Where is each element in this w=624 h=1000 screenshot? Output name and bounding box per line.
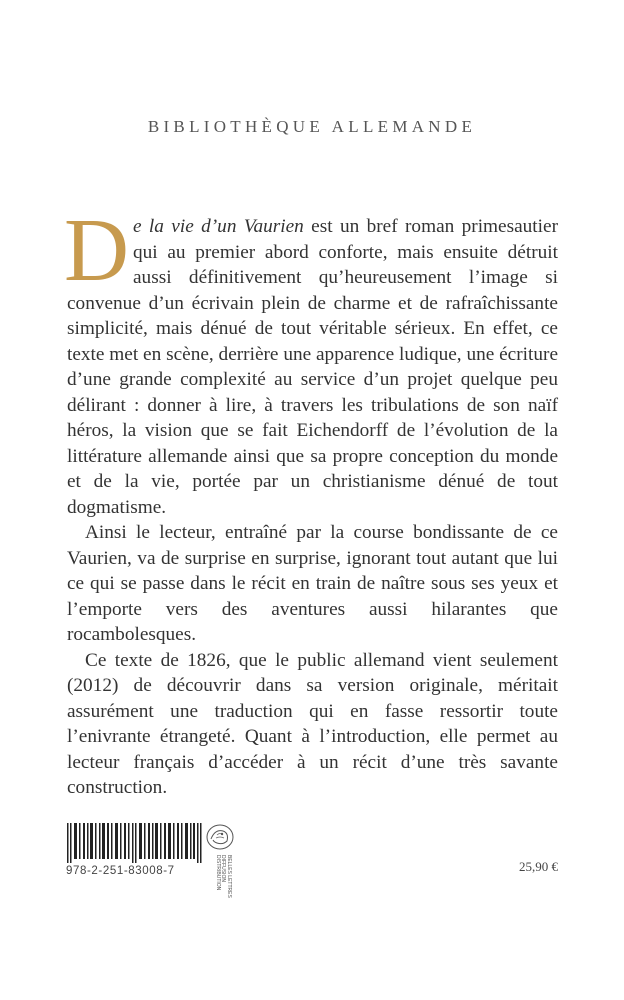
- barcode: [66, 823, 202, 863]
- series-title: BIBLIOTHÈQUE ALLEMANDE: [147, 117, 477, 136]
- publisher-logo-icon: [205, 823, 235, 851]
- publisher-name: [215, 855, 232, 898]
- drop-cap: D: [64, 201, 129, 300]
- barcode-block: [66, 823, 202, 877]
- publisher-line: DISTRIBUTION: [215, 855, 221, 891]
- publisher-mark: [205, 823, 239, 898]
- paragraph-1-text: est un bref roman primesautier qui au premier abord conforte, mais ensuite détruit aussi définitivement qu’heureusement l’image si convenue d’un écrivain plein de charme et de rafraîchissante simplicité, mais dénué de tout véritable sérieux. En effet, ce texte met en scène, derrière une apparence ludique, une écriture d’une grande complexité au service d’un projet quelque peu délirant : donner à lire, à travers les tribulations de son naïf héros, la vision que se fait Eichendorff de l’évolution de la littérature allemande ainsi que sa propre conception du monde et de la vie, portée par un christianisme dénué de tout dogmatisme.: [67, 216, 558, 518]
- paragraph-1: [64, 201, 558, 520]
- publisher-line: BELLES LETTRES: [226, 855, 232, 898]
- publisher-line: DIFFUSION: [220, 855, 227, 882]
- paragraph-3: Ce texte de 1826, que le public allemand vient seulement (2012) de découvrir dans sa version originale, méritait assurément une traduction qui en fasse ressortir toute l’enivrante étrangeté. Quant à l’introduction, elle permet au lecteur français d’accéder à un récit d’une très savante construction.: [67, 649, 558, 798]
- back-cover-text: [64, 201, 558, 801]
- isbn-number: 978-2-251-83008-7: [66, 865, 175, 877]
- paragraph-2: Ainsi le lecteur, entraîné par la course bondissante de ce Vaurien, va de surprise en surprise, ignorant tout autant que lui ce qui se passe dans le récit en train de naître sous ses yeux et l’emporte vers des aventures aussi hilarantes que rocambolesques.: [67, 522, 558, 645]
- book-title-inline: e la vie d’un Vaurien: [133, 216, 304, 237]
- price-label: 25,90 €: [519, 859, 558, 874]
